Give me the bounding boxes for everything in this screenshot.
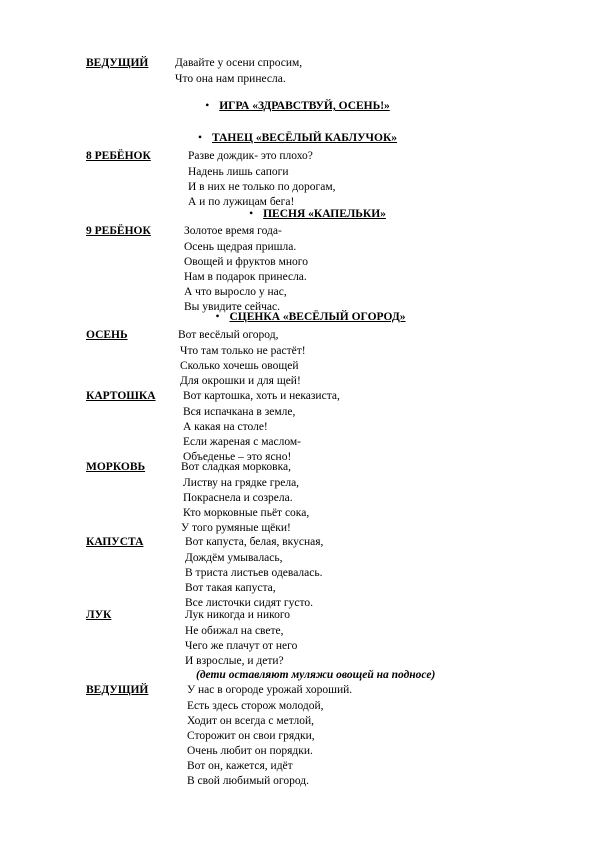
cabbage-line-2: Дождём умывалась,: [185, 552, 283, 564]
onion-line-2: Не обижал на свете,: [185, 625, 284, 637]
role-child-9: 9 РЕБЁНОК: [86, 225, 151, 237]
bullet-icon: •: [205, 100, 210, 112]
host-2-line-6: Вот он, кажется, идёт: [187, 760, 293, 772]
potato-line-1: Вот картошка, хоть и неказиста,: [183, 390, 340, 402]
child-9-line-3: Овощей и фруктов много: [184, 256, 308, 268]
autumn-line-2: Что там только не растёт!: [180, 345, 306, 357]
carrot-line-2: Листву на грядке грела,: [183, 477, 300, 489]
bullet-icon: •: [249, 208, 254, 220]
child-9-line-1: Золотое время года-: [184, 225, 282, 237]
potato-line-3: А какая на столе!: [183, 421, 268, 433]
heading-song: [0, 208, 595, 220]
cabbage-line-3: В триста листьев одевалась.: [185, 567, 323, 579]
role-carrot: МОРКОВЬ: [86, 461, 146, 473]
child-8-line-2: Надень лишь сапоги: [188, 166, 289, 178]
potato-line-4: Если жареная с маслом-: [183, 436, 301, 448]
potato-line-5: Объеденье – это ясно!: [183, 451, 292, 463]
role-host-1: ВЕДУЩИЙ: [86, 57, 149, 69]
cabbage-line-1: Вот капуста, белая, вкусная,: [185, 536, 324, 548]
role-cabbage: КАПУСТА: [86, 536, 144, 548]
role-potato: КАРТОШКА: [86, 390, 156, 402]
cabbage-line-5: Все листочки сидят густо.: [185, 597, 313, 609]
host-2-line-2: Есть здесь сторож молодой,: [187, 700, 324, 712]
heading-scene-text: СЦЕНКА «ВЕСЁЛЫЙ ОГОРОД»: [229, 311, 406, 323]
host-2-line-5: Очень любит он порядки.: [187, 745, 313, 757]
carrot-line-1: Вот сладкая морковка,: [181, 461, 292, 473]
onion-line-4: И взрослые, и дети?: [185, 655, 284, 667]
cabbage-line-4: Вот такая капуста,: [185, 582, 276, 594]
heading-game: [0, 100, 595, 112]
stage-note: (дети оставляют муляжи овощей на подносе): [196, 669, 436, 681]
child-9-line-6: Вы увидите сейчас.: [184, 301, 280, 313]
potato-line-2: Вся испачкана в земле,: [183, 406, 296, 418]
host-2-line-4: Сторожит он свои грядки,: [187, 730, 315, 742]
child-9-line-5: А что выросло у нас,: [184, 286, 287, 298]
role-child-8: 8 РЕБЁНОК: [86, 150, 151, 162]
child-9-line-4: Нам в подарок принесла.: [184, 271, 307, 283]
child-8-line-4: А и по лужицам бега!: [188, 196, 295, 208]
onion-line-1: Лук никогда и никого: [185, 609, 291, 621]
role-host-2: ВЕДУЩИЙ: [86, 684, 149, 696]
host-2-line-7: В свой любимый огород.: [187, 775, 309, 787]
child-9-line-2: Осень щедрая пришла.: [184, 241, 297, 253]
child-8-line-1: Разве дождик- это плохо?: [188, 150, 313, 162]
heading-dance: [0, 132, 595, 144]
heading-dance-text: ТАНЕЦ «ВЕСЁЛЫЙ КАБЛУЧОК»: [212, 132, 398, 144]
carrot-line-4: Кто морковные пьёт сока,: [183, 507, 310, 519]
carrot-line-5: У того румяные щёки!: [181, 522, 291, 534]
child-8-line-3: И в них не только по дорогам,: [188, 181, 336, 193]
heading-game-text: ИГРА «ЗДРАВСТВУЙ, ОСЕНЬ!»: [219, 100, 390, 112]
host-1-line-1: Давайте у осени спросим,: [175, 57, 303, 69]
autumn-line-4: Для окрошки и для щей!: [180, 375, 301, 387]
carrot-line-3: Покраснела и созрела.: [183, 492, 293, 504]
onion-line-3: Чего же плачут от него: [185, 640, 298, 652]
bullet-icon: •: [215, 311, 220, 323]
autumn-line-3: Сколько хочешь овощей: [180, 360, 299, 372]
host-2-line-1: У нас в огороде урожай хороший.: [187, 684, 353, 696]
heading-scene: [0, 311, 595, 323]
role-onion: ЛУК: [86, 609, 112, 621]
bullet-icon: •: [197, 132, 202, 144]
autumn-line-1: Вот весёлый огород,: [178, 329, 279, 341]
host-2-line-3: Ходит он всегда с метлой,: [187, 715, 314, 727]
role-autumn: ОСЕНЬ: [86, 329, 128, 341]
heading-song-text: ПЕСНЯ «КАПЕЛЬКИ»: [263, 208, 386, 220]
host-1-line-2: Что она нам принесла.: [175, 73, 286, 85]
